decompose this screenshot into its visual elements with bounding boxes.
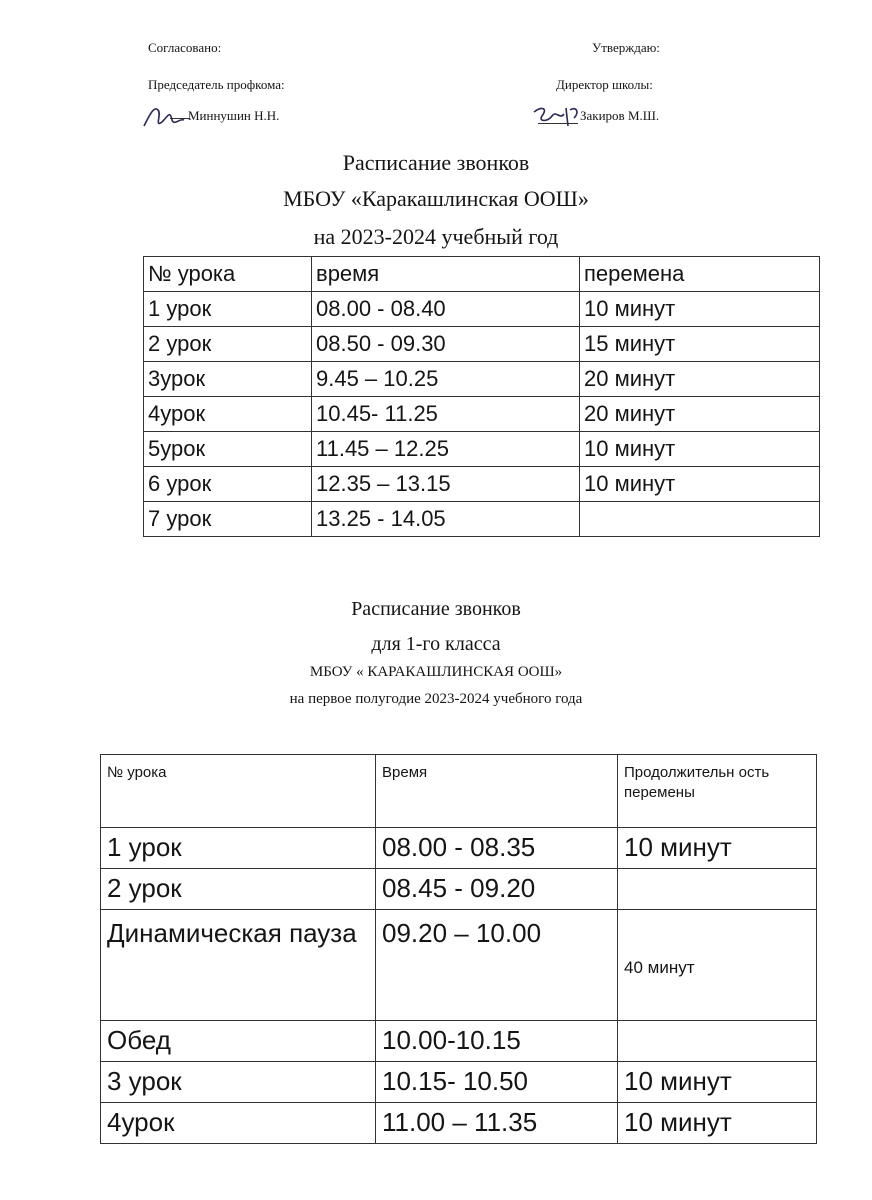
table-row: [144, 467, 820, 502]
time-cell: 10.15- 10.50: [376, 1062, 618, 1103]
approve-label: Утверждаю:: [592, 40, 660, 55]
header-lesson: № урока: [101, 755, 376, 828]
lesson-cell: Динамическая пауза: [101, 910, 376, 1021]
time-cell: 08.45 - 09.20: [376, 869, 618, 910]
lesson-cell: 5урок: [144, 432, 312, 467]
schedule1-school: МБОУ «Каракашлинская ООШ»: [283, 186, 589, 211]
signature-line-left: [170, 118, 190, 119]
break-cell: 15 минут: [580, 327, 820, 362]
time-cell: 11.00 – 11.35: [376, 1103, 618, 1144]
table-row: [144, 292, 820, 327]
union-chair-name: Миннушин Н.Н.: [188, 108, 280, 123]
header-time: время: [312, 257, 580, 292]
time-cell: 08.00 - 08.40: [312, 292, 580, 327]
break-cell: 10 минут: [580, 432, 820, 467]
table-row: [144, 327, 820, 362]
schedule2-period: на первое полугодие 2023-2024 учебного года: [289, 691, 583, 707]
schedule2-title: Расписание звонков: [351, 598, 521, 620]
table-row: [144, 397, 820, 432]
header-break-duration: Продолжительн ость перемены: [618, 755, 817, 828]
time-cell: 12.35 – 13.15: [312, 467, 580, 502]
break-cell: [580, 502, 820, 537]
time-cell: 9.45 – 10.25: [312, 362, 580, 397]
schedule1-year: на 2023-2024 учебный год: [313, 224, 559, 249]
time-cell: 13.25 - 14.05: [312, 502, 580, 537]
time-cell: 11.45 – 12.25: [312, 432, 580, 467]
schedule2-subtitle: для 1-го класса: [371, 633, 501, 655]
break-cell: 10 минут: [618, 1062, 817, 1103]
break-cell: 10 минут: [580, 292, 820, 327]
header-lesson: № урока: [144, 257, 312, 292]
lesson-cell: 6 урок: [144, 467, 312, 502]
table-row: [101, 1103, 817, 1144]
lesson-cell: Обед: [101, 1021, 376, 1062]
table-row: [101, 1021, 817, 1062]
break-cell: 10 минут: [618, 828, 817, 869]
director-name: Закиров М.Ш.: [580, 108, 660, 123]
lesson-cell: 3урок: [144, 362, 312, 397]
time-cell: 08.00 - 08.35: [376, 828, 618, 869]
table-row: [101, 910, 817, 1021]
lesson-cell: 3 урок: [101, 1062, 376, 1103]
break-cell: 20 минут: [580, 362, 820, 397]
schedule1-title: Расписание звонков: [342, 150, 530, 175]
time-cell: 09.20 – 10.00: [376, 910, 618, 1021]
lesson-cell: 4урок: [144, 397, 312, 432]
union-chair-signature: [140, 96, 186, 138]
table-row: [101, 869, 817, 910]
break-cell: [618, 1021, 817, 1062]
break-cell: 10 минут: [618, 1103, 817, 1144]
time-cell: 10.45- 11.25: [312, 397, 580, 432]
table-row: [144, 432, 820, 467]
schedule2-school: МБОУ « КАРАКАШЛИНСКАЯ ООШ»: [309, 664, 563, 680]
lesson-cell: 1 урок: [101, 828, 376, 869]
table-row: [144, 362, 820, 397]
time-cell: 10.00-10.15: [376, 1021, 618, 1062]
lesson-cell: 4урок: [101, 1103, 376, 1144]
union-chair-label: Председатель профкома:: [148, 77, 285, 92]
break-cell: 20 минут: [580, 397, 820, 432]
lesson-cell: 7 урок: [144, 502, 312, 537]
signature-line-right: [538, 123, 578, 124]
lesson-cell: 2 урок: [101, 869, 376, 910]
header-time: Время: [376, 755, 618, 828]
break-cell: 40 минут: [618, 910, 817, 1021]
table-row: [144, 502, 820, 537]
lesson-cell: 2 урок: [144, 327, 312, 362]
schedule2-table: [100, 754, 817, 1144]
director-signature: [530, 98, 586, 134]
table-row: [101, 1062, 817, 1103]
break-cell: [618, 869, 817, 910]
schedule1-table: [143, 256, 820, 537]
break-cell: 10 минут: [580, 467, 820, 502]
agreed-label: Согласовано:: [148, 40, 222, 55]
table-header-row: [144, 257, 820, 292]
table-row: [101, 828, 817, 869]
header-break: перемена: [580, 257, 820, 292]
table-header-row: [101, 755, 817, 828]
lesson-cell: 1 урок: [144, 292, 312, 327]
director-label: Директор школы:: [556, 77, 653, 92]
time-cell: 08.50 - 09.30: [312, 327, 580, 362]
